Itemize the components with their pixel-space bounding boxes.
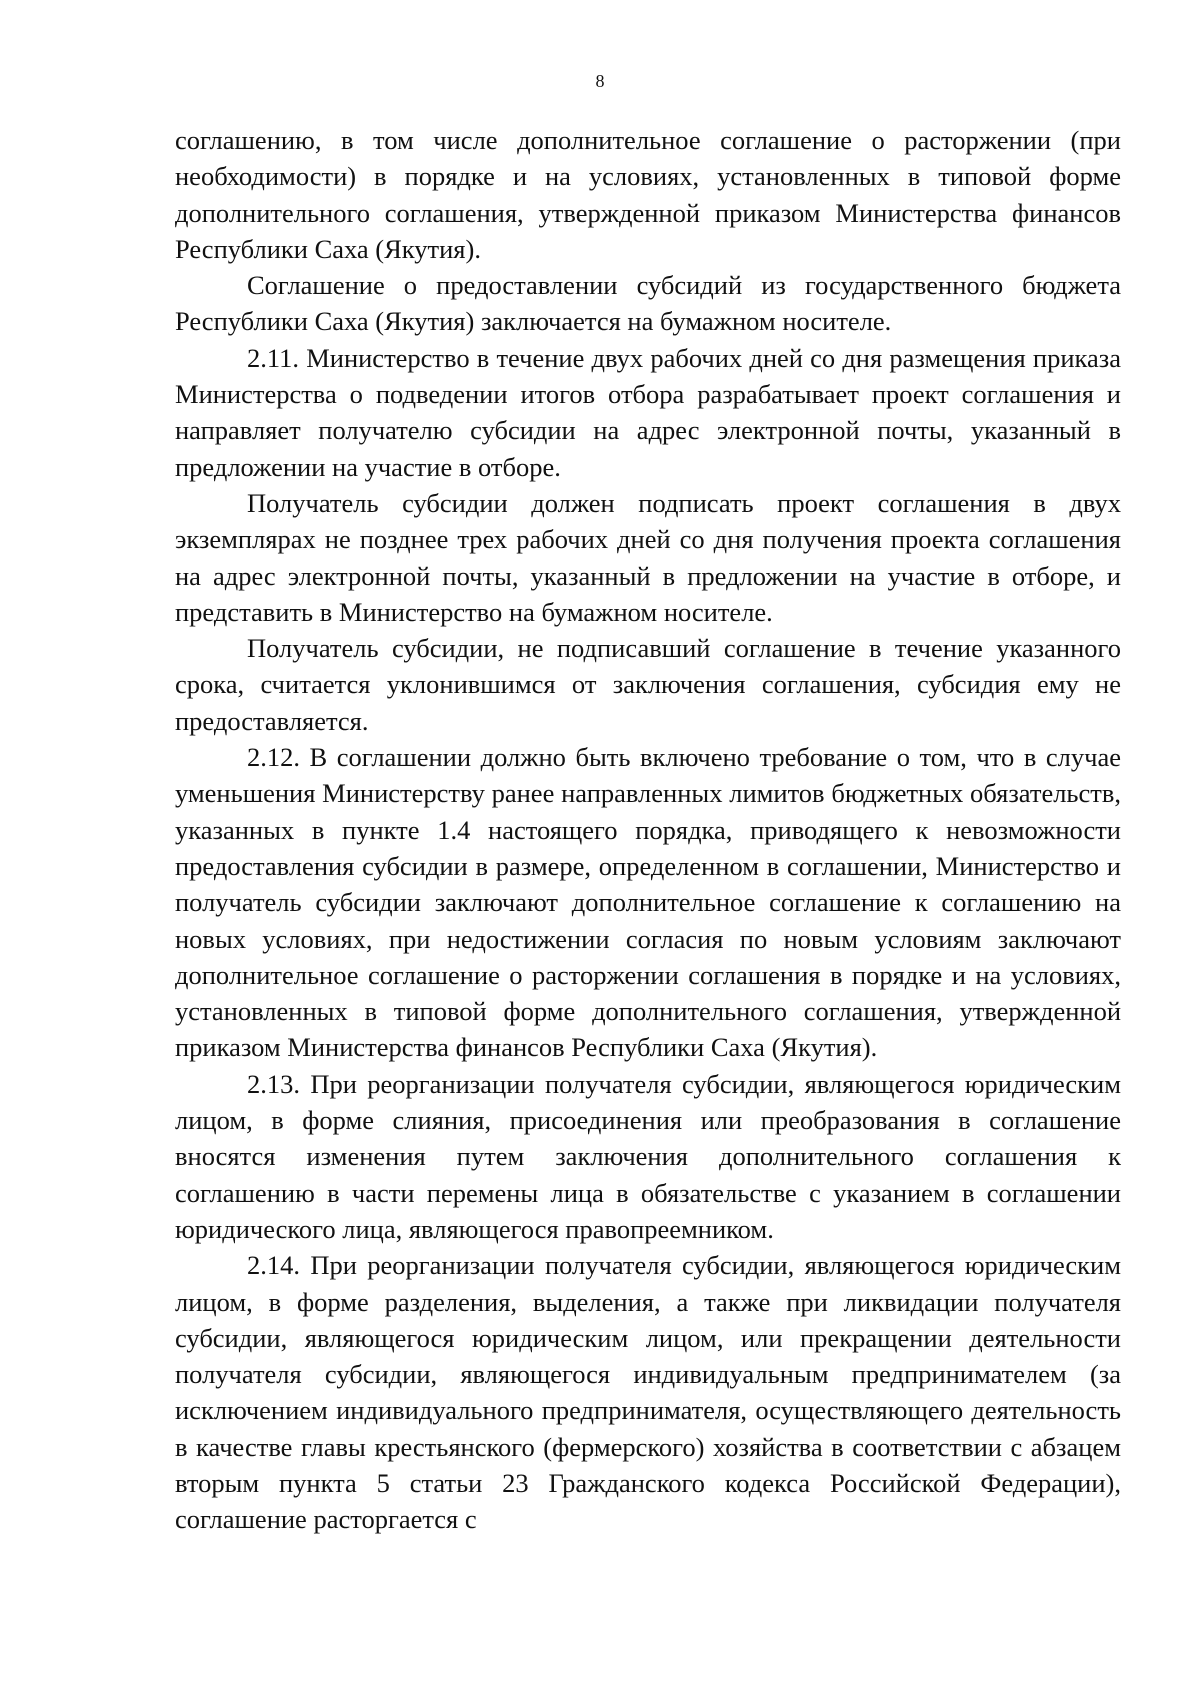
paragraph-2-12: 2.12. В соглашении должно быть включено требование о том, что в случае уменьшения Министерству ранее направленных лимитов бюджетных обязательств, указанных в пункте 1.4 настоящего порядка, приводящего к невозможности предоставления субсидии в размере, определенном в соглашении, Министерство и получатель субсидии заключают дополнительное соглашение к соглашению на новых условиях, при недостижении согласия по новым условиям заключают дополнительное соглашение о расторжении соглашения в порядке и на условиях, установленных в типовой форме дополнительного соглашения, утвержденной приказом Министерства финансов Республики Саха (Якутия). (175, 742, 1121, 1063)
paragraph-agreement-paper: Соглашение о предоставлении субсидий из государственного бюджета Республики Саха (Якутия) заключается на бумажном носителе. (175, 270, 1121, 337)
paragraph-2-14: 2.14. При реорганизации получателя субсидии, являющегося юридическим лицом, в форме разделения, выделения, а также при ликвидации получателя субсидии, являющегося юридическим лицом, или прекращении деятельности получателя субсидии, являющегося индивидуальным предпринимателем (за исключением индивидуального предпринимателя, осуществляющего деятельность в качестве главы крестьянского (фермерского) хозяйства в соответствии с абзацем вторым пункта 5 статьи 23 Гражданского кодекса Российской Федерации), соглашение расторгается с (175, 1250, 1121, 1535)
document-body (175, 122, 1121, 1538)
paragraph-recipient-evasion: Получатель субсидии, не подписавший соглашение в течение указанного срока, считается уклонившимся от заключения соглашения, субсидия ему не предоставляется. (175, 633, 1121, 736)
paragraph-continuation: соглашению, в том числе дополнительное соглашение о расторжении (при необходимости) в порядке и на условиях, установленных в типовой форме дополнительного соглашения, утвержденной приказом Министерства финансов Республики Саха (Якутия). (175, 125, 1121, 264)
page-number: 8 (595, 71, 605, 91)
paragraph-2-13: 2.13. При реорганизации получателя субсидии, являющегося юридическим лицом, в форме слияния, присоединения или преобразования в соглашение вносятся изменения путем заключения дополнительного соглашения к соглашению в части перемены лица в обязательстве с указанием в соглашении юридического лица, являющегося правопреемником. (175, 1068, 1121, 1244)
paragraph-2-11: 2.11. Министерство в течение двух рабочих дней со дня размещения приказа Министерства о подведении итогов отбора разрабатывает проект соглашения и направляет получателю субсидии на адрес электронной почты, указанный в предложении на участие в отборе. (175, 342, 1121, 482)
paragraph-recipient-sign: Получатель субсидии должен подписать проект соглашения в двух экземплярах не позднее трех рабочих дней со дня получения проекта соглашения на адрес электронной почты, указанный в предложении на участие в отборе, и представить в Министерство на бумажном носителе. (175, 487, 1121, 627)
